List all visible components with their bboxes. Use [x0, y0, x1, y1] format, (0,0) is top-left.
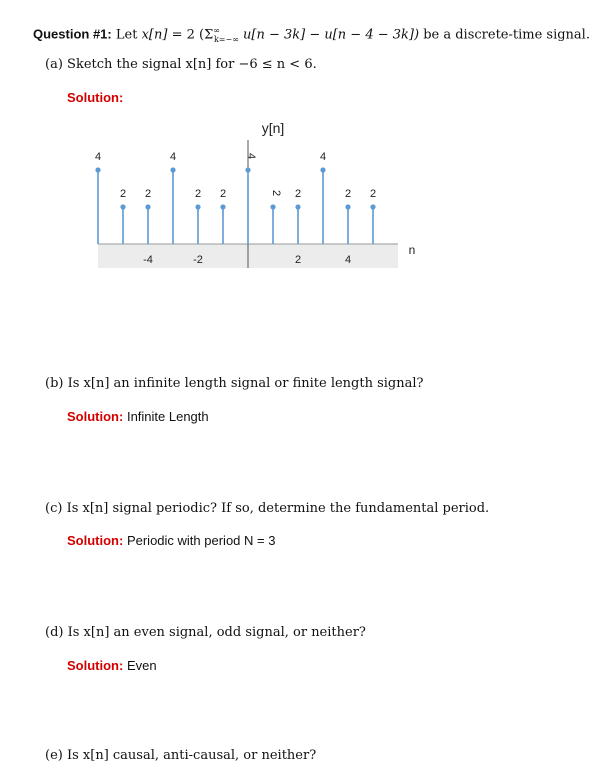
summation-symbol: Σ [204, 27, 214, 43]
part-b-question [45, 376, 424, 391]
stem-marker [270, 204, 275, 209]
data-label: 4 [245, 152, 257, 160]
part-b-label: (b) [45, 376, 64, 391]
part-a-text: Sketch the signal x[n] for −6 ≤ n < 6. [67, 57, 317, 72]
stem-marker [295, 204, 300, 209]
x-tick-label: 2 [294, 254, 302, 266]
part-d-solution-text: Even [126, 658, 157, 673]
question-text-after: be a discrete-time signal. [419, 27, 590, 43]
part-b-solution-text: Infinite Length [126, 409, 209, 424]
chart-title: y[n] [261, 120, 285, 136]
part-e-label: (e) [45, 748, 63, 763]
data-label: 4 [319, 151, 327, 163]
data-label: 2 [369, 188, 377, 200]
stem-marker [370, 204, 375, 209]
part-a-solution-label: Solution: [67, 90, 124, 105]
summation-lower: k=−∞ [213, 34, 239, 44]
signal-stem-chart [85, 118, 445, 278]
part-d-question [45, 625, 366, 640]
part-c-label: (c) [45, 501, 63, 516]
data-label: 2 [344, 188, 352, 200]
part-c-solution-label: Solution: [67, 533, 124, 548]
stem-marker [95, 167, 100, 172]
data-label: 2 [294, 188, 302, 200]
data-label: 2 [219, 188, 227, 200]
question-signal-symbol: x[n] [141, 27, 168, 43]
part-d-solution [67, 658, 157, 673]
part-c-text: Is x[n] signal periodic? If so, determine the fundamental period. [66, 501, 490, 516]
stem-marker [345, 204, 350, 209]
part-a-label: (a) [45, 57, 63, 72]
part-c-solution [67, 533, 275, 548]
part-a-solution [67, 90, 123, 105]
stem-marker [120, 204, 125, 209]
x-tick-label: -2 [193, 254, 203, 266]
data-label: 2 [270, 189, 282, 197]
data-label: 2 [194, 188, 202, 200]
data-label: 2 [144, 188, 152, 200]
stem-marker [320, 167, 325, 172]
stem-marker [170, 167, 175, 172]
part-b-solution [67, 409, 209, 424]
part-c-solution-text: Periodic with period N = 3 [126, 533, 276, 548]
part-b-text: Is x[n] an infinite length signal or finite length signal? [67, 376, 424, 391]
question-header [33, 26, 590, 44]
part-d-solution-label: Solution: [67, 658, 124, 673]
data-label: 4 [94, 151, 102, 163]
part-e-text: Is x[n] causal, anti-causal, or neither? [66, 748, 317, 763]
x-axis-label: n [408, 243, 416, 257]
data-label: 4 [169, 151, 177, 163]
question-terms: u[n − 3k] − u[n − 4 − 3k]) [238, 27, 420, 43]
part-d-label: (d) [45, 625, 64, 640]
stem-marker [195, 204, 200, 209]
question-text-before: Let [115, 27, 142, 43]
data-label: 2 [119, 188, 127, 200]
summation-upper: ∞ [213, 26, 220, 35]
stem-marker [245, 167, 250, 172]
part-d-text: Is x[n] an even signal, odd signal, or neither? [67, 625, 366, 640]
stem-marker [220, 204, 225, 209]
part-b-solution-label: Solution: [67, 409, 124, 424]
stem-marker [145, 204, 150, 209]
part-a-question [45, 57, 317, 72]
part-c-question [45, 501, 489, 516]
question-label: Question #1: [33, 26, 112, 42]
x-tick-label: -4 [143, 254, 153, 266]
question-equals: = 2 ( [167, 27, 205, 43]
x-tick-label: 4 [344, 254, 352, 266]
part-e-question [45, 748, 316, 763]
